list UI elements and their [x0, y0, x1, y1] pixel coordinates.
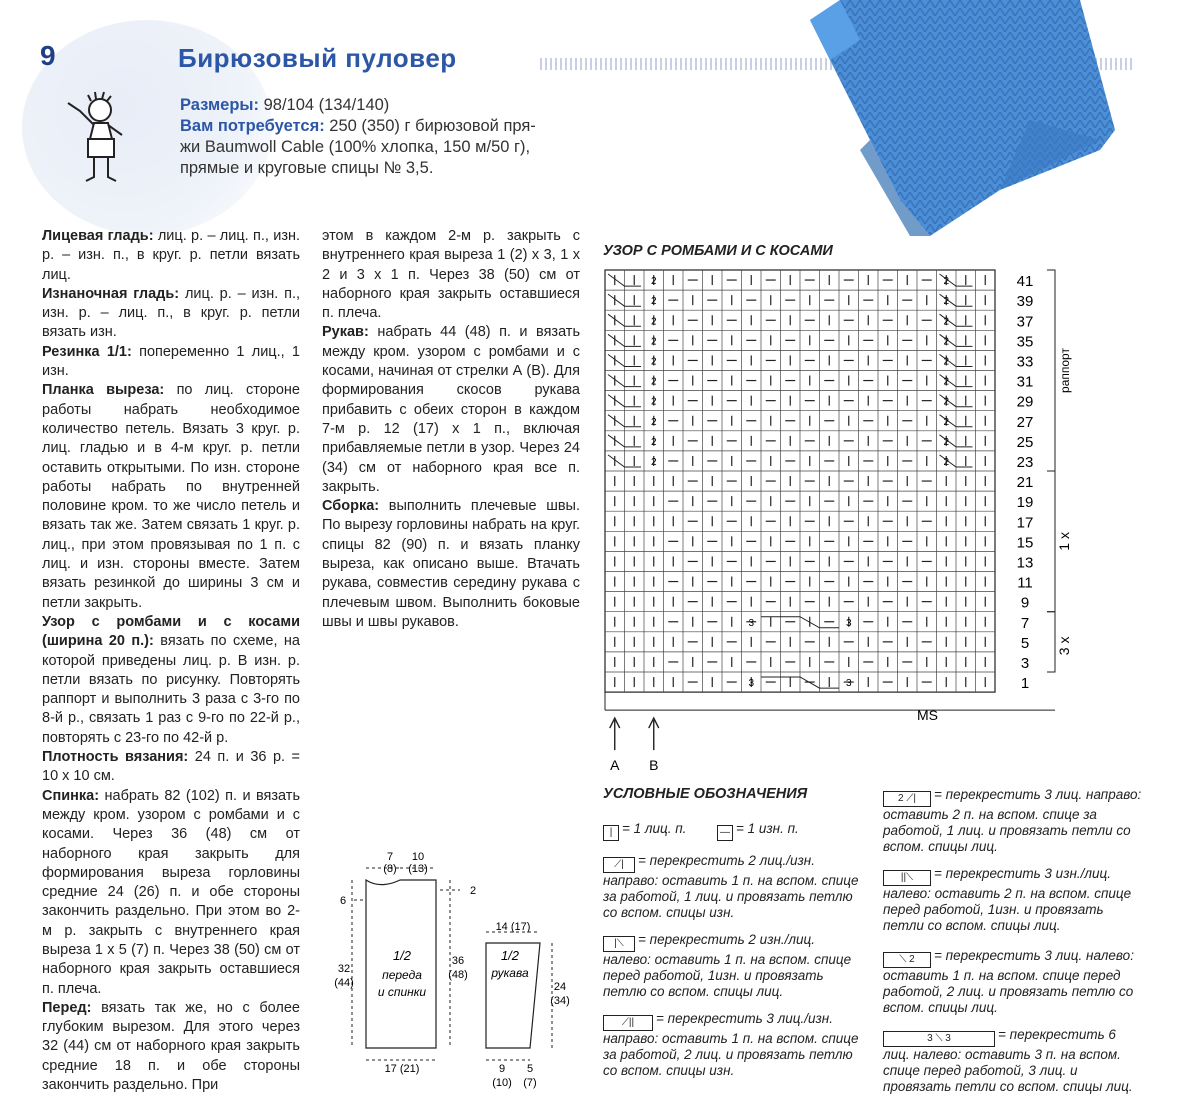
materials-line3: прямые и круговые спицы № 3,5.: [180, 159, 434, 177]
cable-count-label: 3: [748, 617, 755, 629]
dim-36: 36: [451, 955, 465, 967]
repeat-label: раппорт: [1058, 348, 1072, 393]
cable-count-label: 2: [943, 316, 950, 328]
cable-count-label: 2: [650, 296, 657, 308]
cable-count-label: 2: [650, 376, 657, 388]
paragraph-heading: Сборка:: [322, 498, 380, 515]
cross-3-right-icon: ⟋||: [603, 1015, 653, 1031]
page-number: 9: [40, 40, 56, 71]
paragraph-heading: Узор с ромбами и с косами (ширина 20 п.):: [42, 613, 300, 650]
paragraph-heading: Изнаночная гладь:: [42, 285, 180, 302]
cable-count-label: 2: [943, 376, 950, 388]
row-number: 15: [1016, 534, 1034, 552]
cable-count-label: 2: [943, 296, 950, 308]
thrice-label: 3 x: [1056, 636, 1072, 656]
cable-count-label: 2: [650, 336, 657, 348]
row-number: 9: [1020, 594, 1030, 612]
legend-item-3: ⟋|| = перекрестить 3 лиц./изн. направо: оставить 1 п. на вспом. спице за работой, 2 лиц. и провязать петлю со вспом. спицы изн.: [603, 1011, 859, 1078]
row-number: 23: [1016, 453, 1034, 471]
arrow-label: B: [649, 757, 659, 774]
body-label-front: переда: [382, 968, 422, 982]
paragraph-heading: Перед:: [42, 999, 92, 1016]
paragraph-heading: Рукав:: [322, 324, 369, 341]
row-number: 33: [1016, 353, 1034, 371]
ms-label: MS: [917, 707, 938, 724]
cable-count-label: 2: [650, 456, 657, 468]
paragraph-text: набрать 82 (102) п. и вязать между кром. узором с ромбами и с косами. Через 36 (48) см от наборного края закрыть для формирования выреза горловины средние 24 (26) п. и обе стороны закончить раздельно. При этом во 2-м р. закрыть с внутреннего края выреза 1 x 5 (7) п. Через 38 (50) см от наборного края закрыть оставшиеся п. плеча.: [42, 787, 300, 997]
cable-count-label: 2: [650, 356, 657, 368]
child-figure-illustration: [58, 88, 138, 190]
paragraph-text: лиц. р. – изн. п., изн. р. – лиц. п., в круг. р. петли вязать изн.: [42, 285, 301, 341]
row-number: 11: [1017, 574, 1033, 592]
thrice-bracket: [1047, 612, 1055, 672]
once-label: 1 x: [1056, 532, 1072, 551]
dim-14: 14 (17): [495, 921, 531, 933]
page-title: Бирюзовый пуловер: [178, 43, 457, 73]
instruction-paragraph: [42, 343, 300, 382]
legend-item-7: 3 ⟍ 3 = перекрестить 6 лиц. налево: оставить 3 п. на вспом. спице перед работой, 3 лиц. и провязать петли со вспом. спицы лиц.: [883, 1027, 1133, 1094]
specifications: [180, 95, 600, 179]
chart-title: УЗОР С РОМБАМИ И С КОСАМИ: [603, 243, 833, 259]
dim-7: 7: [386, 851, 394, 863]
cross-2-right-icon: ⟋|: [603, 857, 635, 873]
row-number: 27: [1016, 413, 1034, 431]
paragraph-heading: Спинка:: [42, 787, 100, 804]
cross-3-knit-right-icon: 2 ⟋|: [883, 791, 931, 807]
cable-count-label: 2: [943, 336, 950, 348]
instruction-paragraph: [42, 285, 300, 343]
paragraph-text: вязать так же, но с более глубоким вырезом. Для этого через 32 (44) см от наборного края закрыть средние 18 п. и обе стороны закончить раздельно. При: [42, 999, 300, 1094]
sleeve-label: рукава: [491, 966, 529, 980]
materials-line1: 250 (350) г бирюзовой пря-: [329, 117, 536, 135]
knit-symbol-icon: |: [603, 825, 619, 841]
row-number: 37: [1016, 313, 1034, 331]
garment-schematic: [330, 848, 590, 1088]
cross-6-left-icon: 3 ⟍ 3: [883, 1031, 995, 1047]
cross-3-knit-left-icon: ⟍ 2: [883, 952, 931, 968]
row-number: 3: [1020, 654, 1030, 672]
materials-label: Вам потребуется:: [180, 117, 325, 135]
paragraph-text: выполнить плечевые швы. По вырезу горловины набрать на круг. спицы 82 (90) п. и вязать планку выреза, как описано выше. Втачать рукава, совместив середину рукава с плечевым швом. Выполнить боковые швы и швы рукавов.: [322, 498, 580, 630]
paragraph-text: лиц. р. – лиц. п., изн. р. – изн. п., в круг. р. петли вязать лиц.: [42, 228, 301, 283]
dim-24b: (34): [550, 995, 570, 1007]
legend-item-4: 2 ⟋| = перекрестить 3 лиц. направо: оставить 2 п. на вспом. спице за работой, 1 лиц. и провязать петли со вспом. спицы лиц.: [883, 787, 1142, 854]
arrow-up-icon: [610, 718, 620, 750]
paragraph-heading: Резинка 1/1:: [42, 343, 132, 360]
once-bracket: [1047, 471, 1055, 612]
row-number: 31: [1016, 373, 1034, 391]
body-label-fraction: 1/2: [392, 948, 412, 963]
cable-count-label: 2: [650, 396, 657, 408]
cable-count-label: 2: [650, 436, 657, 448]
sleeve-label-fraction: 1/2: [500, 948, 520, 963]
dim-5: 5: [526, 1063, 534, 1075]
cable-count-label: 2: [943, 416, 950, 428]
legend-title: УСЛОВНЫЕ ОБОЗНАЧЕНИЯ: [603, 786, 808, 802]
cable-count-label: 3: [748, 678, 755, 690]
knitting-chart: [600, 265, 1080, 774]
dim-32: 32: [337, 963, 351, 975]
cable-count-label: 2: [943, 436, 950, 448]
row-number: 1: [1020, 675, 1030, 693]
body-label-back: и спинки: [377, 985, 427, 999]
legend-item-6: ⟍ 2 = перекрестить 3 лиц. налево: оставить 1 п. на вспом. спице перед работой, 2 лиц. и провязать петлю со вспом. спицы лиц.: [883, 948, 1134, 1015]
instruction-paragraph: [42, 613, 300, 748]
cable-count-label: 3: [845, 617, 852, 629]
paragraph-text: вязать по схеме, на которой приведены лиц. р. В изн. р. петли вязать по рисунку. Повторять раппорт и выполнить 3 раза с 3-го по 8-й р., связать 1 раз с 9-го по 22-й р., повторять с 23-го по 42-й р.: [42, 633, 300, 746]
instruction-paragraph: [322, 323, 580, 497]
sizes-label: Размеры:: [180, 96, 260, 114]
row-number: 5: [1020, 634, 1030, 652]
instruction-paragraph: [322, 497, 580, 632]
dim-9: 9: [498, 1063, 506, 1075]
instructions-column-1: [42, 227, 300, 1095]
dim-10: 10: [411, 851, 425, 863]
cable-count-label: 2: [943, 456, 950, 468]
instruction-paragraph: [42, 787, 300, 999]
instruction-paragraph: [42, 999, 300, 1095]
cross-3-purl-left-icon: ||⟍: [883, 870, 931, 886]
legend-item-1: ⟋| = перекрестить 2 лиц./изн. направо: оставить 1 п. на вспом. спице за работой, 1 лиц. и провязать петлю со вспом. спицы изн.: [603, 853, 859, 920]
dim-9b: (10): [492, 1077, 512, 1089]
paragraph-text: 24 п. и 36 р. = 10 x 10 см.: [42, 749, 301, 785]
paragraph-text: по лиц. стороне работы набрать необходимое количество петель. Вязать 3 круг. р. лиц. гладью и в 4-м круг. р. петли оставить открытыми. По изн. стороне работы набрать по внутренней половине кром. то же число петель и вязать так же. Затем связать 1 круг. р. лиц., при этом провязывая по 1 п. с лиц. и изн. стороны вместе. Затем вязать резинкой до ширины 3 см и петли закрыть.: [42, 382, 301, 611]
dim-17: 17 (21): [384, 1063, 420, 1075]
paragraph-heading: Плотность вязания:: [42, 749, 189, 766]
instructions-column-2: [322, 227, 580, 632]
instruction-paragraph: [42, 748, 300, 787]
instruction-paragraph: [42, 381, 300, 613]
repeat-bracket: [1047, 270, 1055, 471]
dim-24: 24: [553, 981, 567, 993]
paragraph-heading: Лицевая гладь:: [42, 228, 154, 244]
cable-count-label: 2: [943, 396, 950, 408]
cross-2-left-icon: |⟍: [603, 936, 635, 952]
row-number: 25: [1016, 433, 1034, 451]
row-number: 35: [1016, 333, 1034, 351]
dim-10b: (13): [408, 863, 428, 875]
cable-count-label: 2: [650, 276, 657, 288]
legend-item-2: |⟍ = перекрестить 2 изн./лиц. налево: оставить 1 п. на вспом. спице перед работой, 1изн. и провязать петлю со вспом. спицы лиц.: [603, 932, 852, 999]
materials-line2: жи Baumwoll Cable (100% хлопка, 150 м/50 г),: [180, 138, 531, 156]
legend-knit: | = 1 лиц. п.: [603, 821, 686, 841]
cable-count-label: 2: [650, 416, 657, 428]
row-number: 29: [1016, 393, 1034, 411]
instruction-paragraph: [42, 227, 300, 285]
row-number: 13: [1016, 554, 1034, 572]
instruction-paragraph: [322, 227, 580, 323]
row-number: 41: [1016, 273, 1034, 291]
dim-32b: (44): [334, 977, 354, 989]
cable-count-label: 2: [943, 356, 950, 368]
row-number: 39: [1016, 293, 1034, 311]
dim-5b: (7): [523, 1077, 537, 1089]
row-number: 17: [1016, 514, 1034, 532]
sweater-photo: [800, 0, 1120, 236]
paragraph-text: набрать 44 (48) п. и вязать между кром. узором с ромбами и с косами, начиная от стрелки А (В). Для формирования скосов рукава прибавить с обеих сторон в каждом 7-м р. 12 (17) x 1 п., включая прибавляемые петли в узор. Через 24 (34) см от наборного края все п. закрыть.: [322, 324, 581, 495]
dim-36b: (48): [448, 969, 468, 981]
dim-7b: (8): [383, 863, 397, 875]
paragraph-text: попеременно 1 лиц., 1 изн.: [42, 343, 300, 380]
row-number: 7: [1020, 614, 1030, 632]
arrow-up-icon: [649, 718, 659, 750]
dim-2: 2: [470, 885, 477, 897]
cable-count-label: 2: [943, 276, 950, 288]
sizes-value: 98/104 (134/140): [263, 96, 390, 114]
paragraph-text: этом в каждом 2-м р. закрыть с внутреннего края выреза 1 (2) x 3, 1 x 2 и 3 x 1 п. Через 38 (50) см от наборного края закрыть оставшиеся п. плеча.: [322, 228, 580, 322]
dim-6: 6: [340, 895, 347, 907]
purl-symbol-icon: —: [717, 825, 733, 841]
paragraph-heading: Планка выреза:: [42, 382, 165, 399]
arrow-label: A: [610, 757, 620, 774]
cable-count-label: 3: [845, 678, 852, 690]
row-number: 19: [1016, 494, 1034, 512]
cable-count-label: 2: [650, 316, 657, 328]
legend-purl: — = 1 изн. п.: [717, 821, 799, 841]
row-number: 21: [1016, 474, 1034, 492]
legend-item-5: ||⟍ = перекрестить 3 изн./лиц. налево: оставить 2 п. на вспом. спице перед работой, 1изн. и провязать петли со вспом. спицы лиц.: [883, 866, 1132, 933]
